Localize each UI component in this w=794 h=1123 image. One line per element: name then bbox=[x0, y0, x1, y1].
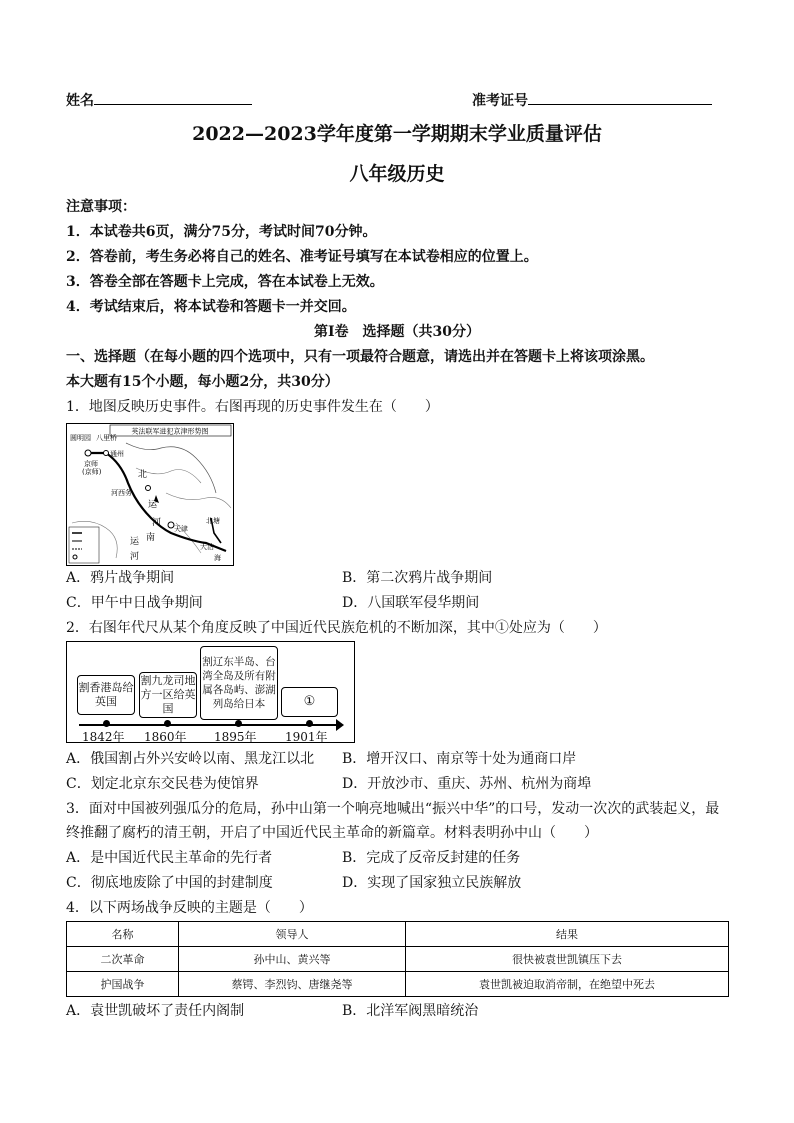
table-row bbox=[67, 947, 729, 972]
id-blank[interactable] bbox=[528, 90, 712, 105]
map-label: 京师 bbox=[84, 460, 98, 468]
timeline-box: 割香港岛给英国 bbox=[77, 675, 135, 715]
exam-title: 2022—2023学年度第一学期期末学业质量评估 bbox=[192, 123, 602, 145]
table-cell: 二次革命 bbox=[67, 947, 179, 972]
exam-subtitle: 八年级历史 bbox=[349, 163, 445, 185]
timeline-year: 1901年 bbox=[285, 730, 328, 744]
timeline-dot bbox=[164, 720, 171, 727]
name-blank[interactable] bbox=[94, 90, 252, 105]
q3-option-a[interactable]: A．是中国近代民主革命的先行者 bbox=[66, 850, 273, 866]
timeline-year: 1860年 bbox=[144, 730, 187, 744]
table-header: 名称 bbox=[67, 922, 179, 947]
q4-option-b[interactable]: B．北洋军阀黑暗统治 bbox=[342, 1003, 479, 1019]
name-label: 姓名 bbox=[66, 93, 94, 109]
q2-option-b[interactable]: B．增开汉口、南京等十处为通商口岸 bbox=[342, 751, 577, 767]
id-label: 准考证号 bbox=[472, 93, 528, 109]
timeline-arrow bbox=[336, 719, 344, 731]
map-label: 圆明园 bbox=[70, 434, 91, 442]
section-instruction: 本大题有15个小题，每小题2分，共30分） bbox=[66, 374, 339, 390]
q1-option-c[interactable]: C．甲午中日战争期间 bbox=[66, 595, 203, 611]
q2-stem: 2．右图年代尺从某个角度反映了中国近代民族危机的不断加深，其中①处应为（ ） bbox=[66, 620, 607, 636]
section-title: 第Ⅰ卷 选择题（共30分） bbox=[313, 324, 481, 340]
map-label: (京师) bbox=[82, 468, 102, 476]
map-label: 海 bbox=[214, 554, 221, 562]
table-cell: 很快被袁世凯镇压下去 bbox=[406, 947, 729, 972]
map-label: 河西务 bbox=[111, 489, 132, 497]
map-label: 天津 bbox=[174, 525, 188, 533]
q3-stem: 3．面对中国被列强瓜分的危局，孙中山第一个响亮地喊出“振兴中华”的口号，发动一次次的武装起义，最 bbox=[66, 801, 720, 817]
timeline-axis bbox=[79, 724, 341, 726]
timeline-dot bbox=[103, 720, 110, 727]
map-label: 运 bbox=[148, 500, 158, 510]
timeline-dot bbox=[306, 720, 313, 727]
timeline-box: 割九龙司地方一区给英国 bbox=[139, 672, 197, 718]
timeline-box: 割辽东半岛、台湾全岛及所有附属各岛屿、澎湖列岛给日本 bbox=[200, 646, 278, 720]
note-item: 1．本试卷共6页，满分75分，考试时间70分钟。 bbox=[66, 224, 377, 240]
notes-heading: 注意事项： bbox=[66, 199, 136, 215]
map-label: 运 bbox=[130, 537, 140, 547]
map-title: 英法联军进犯京津形势图 bbox=[131, 427, 209, 436]
q3-option-b[interactable]: B．完成了反帝反封建的任务 bbox=[342, 850, 521, 866]
timeline-year: 1895年 bbox=[214, 730, 257, 744]
map-label: 大沽 bbox=[200, 543, 214, 551]
table-header: 领导人 bbox=[179, 922, 406, 947]
section-instruction: 一、选择题（在每小题的四个选项中，只有一项最符合题意，请选出并在答题卡上将该项涂黑。 bbox=[66, 349, 654, 365]
q1-option-a[interactable]: A．鸦片战争期间 bbox=[66, 570, 175, 586]
table-cell: 护国战争 bbox=[67, 972, 179, 997]
table-cell: 孙中山、黄兴等 bbox=[179, 947, 406, 972]
q2-option-a[interactable]: A．俄国割占外兴安岭以南、黑龙江以北 bbox=[66, 751, 315, 767]
note-item: 4．考试结束后，将本试卷和答题卡一并交回。 bbox=[66, 299, 356, 315]
id-field bbox=[472, 90, 712, 111]
timeline-year: 1842年 bbox=[82, 730, 125, 744]
q3-stem: 终推翻了腐朽的清王朝，开启了中国近代民主革命的新篇章。材料表明孙中山（ ） bbox=[66, 825, 598, 841]
table-row bbox=[67, 972, 729, 997]
timeline-dot bbox=[235, 720, 242, 727]
map-label: 通州 bbox=[110, 450, 124, 458]
map-label: 河 bbox=[130, 552, 140, 562]
q1-stem: 1．地图反映历史事件。右图再现的历史事件发生在（ ） bbox=[66, 399, 439, 415]
table-cell: 蔡锷、李烈钧、唐继尧等 bbox=[179, 972, 406, 997]
table-cell: 袁世凯被迫取消帝制，在绝望中死去 bbox=[406, 972, 729, 997]
q4-stem: 4．以下两场战争反映的主题是（ ） bbox=[66, 900, 313, 916]
map-label: 北 bbox=[138, 470, 148, 480]
q3-option-d[interactable]: D．实现了国家独立民族解放 bbox=[342, 875, 522, 891]
map-label: 河 bbox=[152, 518, 162, 528]
map-label: 北塘 bbox=[206, 517, 220, 525]
q1-option-d[interactable]: D．八国联军侵华期间 bbox=[342, 595, 480, 611]
q4-table bbox=[66, 921, 729, 997]
q1-map bbox=[66, 423, 234, 566]
q1-option-b[interactable]: B．第二次鸦片战争期间 bbox=[342, 570, 493, 586]
name-field bbox=[66, 90, 252, 111]
map-label: 八里桥 bbox=[96, 434, 117, 442]
q3-option-c[interactable]: C．彻底地废除了中国的封建制度 bbox=[66, 875, 273, 891]
note-item: 2．答卷前，考生务必将自己的姓名、准考证号填写在本试卷相应的位置上。 bbox=[66, 249, 538, 265]
table-header: 结果 bbox=[406, 922, 729, 947]
q2-option-d[interactable]: D．开放沙市、重庆、苏州、杭州为商埠 bbox=[342, 776, 592, 792]
timeline-box-blank: ① bbox=[281, 687, 338, 717]
note-item: 3．答卷全部在答题卡上完成，答在本试卷上无效。 bbox=[66, 274, 384, 290]
map-label: 南 bbox=[146, 533, 156, 543]
q2-option-c[interactable]: C．划定北京东交民巷为使馆界 bbox=[66, 776, 259, 792]
q4-option-a[interactable]: A．袁世凯破坏了责任内阁制 bbox=[66, 1003, 245, 1019]
